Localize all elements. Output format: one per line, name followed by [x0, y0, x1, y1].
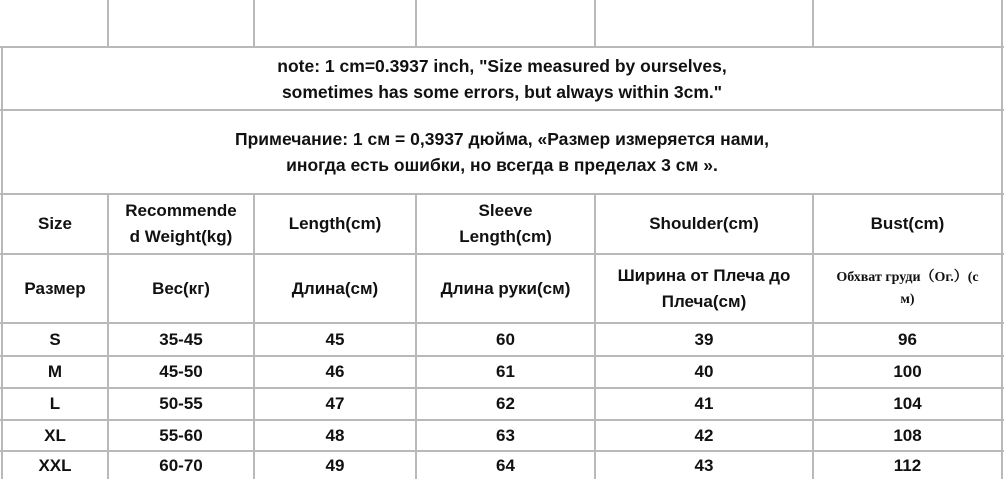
header-weight-line1: Recommende [125, 201, 237, 220]
cell-shoulder: 42 [694, 425, 714, 445]
cell-bust: 112 [893, 455, 922, 475]
cell-bust: 96 [898, 329, 917, 349]
cell-length: 49 [325, 455, 345, 475]
header-sleeve-line1: Sleeve [478, 201, 533, 220]
cell-sleeve: 62 [496, 394, 515, 413]
grid-line [1001, 0, 1003, 479]
cell-weight: 45-50 [159, 362, 203, 381]
header-size: Size [37, 214, 73, 233]
cell-length: 46 [325, 362, 345, 381]
cell-sleeve: 60 [496, 329, 515, 349]
note-russian [3, 111, 1001, 193]
cell-sleeve: 63 [496, 425, 515, 445]
header-sleeve-ru: Длина руки(см) [440, 278, 571, 298]
header-shoulder-ru-line2: Плеча(см) [661, 291, 747, 311]
note-english [3, 48, 1001, 109]
cell-length: 47 [325, 394, 345, 413]
cell-length: 45 [325, 329, 345, 349]
cell-bust: 108 [893, 425, 922, 445]
cell-size: L [49, 394, 61, 413]
cell-size: XXL [38, 455, 72, 475]
cell-weight: 35-45 [159, 329, 203, 349]
header-length: Length(cm) [288, 214, 382, 233]
cell-bust: 100 [893, 362, 922, 381]
header-shoulder-ru-line1: Ширина от Плеча до [617, 265, 791, 285]
note-russian-line1: Примечание: 1 см = 0,3937 дюйма, «Размер измеряется нами, [235, 129, 769, 149]
cell-weight: 50-55 [159, 394, 203, 413]
grid-line [812, 0, 814, 46]
header-bust-ru-line1: Обхват груди（Ог.）(с [836, 269, 979, 285]
grid-line [253, 0, 255, 46]
header-sleeve-line2: Length(cm) [459, 227, 552, 246]
grid-line [415, 0, 417, 46]
cell-size: M [47, 362, 63, 381]
header-shoulder-ru [596, 255, 812, 322]
header-sleeve [417, 195, 594, 253]
cell-bust: 104 [893, 394, 922, 413]
note-english-line1: note: 1 cm=0.3937 inch, "Size measured by ourselves, [277, 55, 727, 76]
cell-shoulder: 39 [694, 329, 714, 349]
cell-sleeve: 64 [496, 455, 515, 475]
cell-length: 48 [325, 425, 345, 445]
grid-line [107, 0, 109, 46]
grid-line [594, 0, 596, 46]
header-size-ru: Размер [24, 278, 86, 298]
header-weight [109, 195, 253, 253]
cell-shoulder: 43 [694, 455, 714, 475]
header-weight-ru: Вес(кг) [152, 278, 210, 298]
cell-size: S [49, 329, 61, 349]
cell-weight: 60-70 [159, 455, 203, 475]
cell-shoulder: 40 [694, 362, 714, 381]
header-bust-ru-line2: м) [900, 291, 915, 307]
cell-shoulder: 41 [694, 394, 714, 413]
cell-sleeve: 61 [496, 362, 515, 381]
header-bust: Bust(cm) [870, 214, 945, 233]
cell-weight: 55-60 [159, 425, 203, 445]
header-bust-ru [814, 255, 1001, 322]
header-weight-line2: d Weight(kg) [129, 227, 233, 246]
cell-size: XL [44, 425, 66, 445]
header-length-ru: Длина(см) [291, 278, 379, 298]
note-russian-line2: иногда есть ошибки, но всегда в пределах 3 см ». [286, 155, 718, 175]
note-english-line2: sometimes has some errors, but always within 3cm." [281, 81, 723, 102]
header-shoulder: Shoulder(cm) [649, 214, 759, 233]
